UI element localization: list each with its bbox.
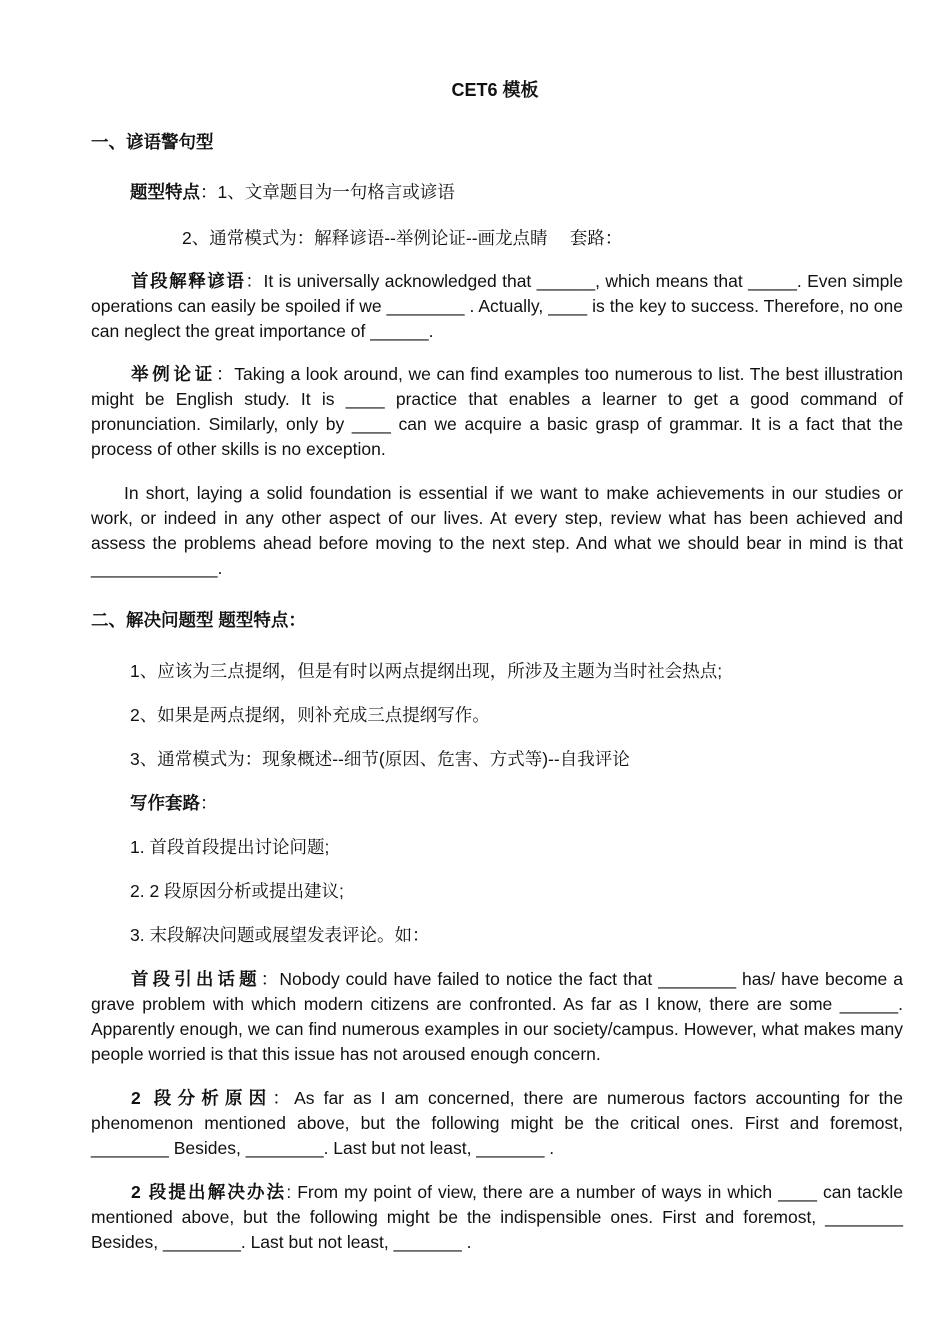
writing-method-line	[130, 791, 218, 815]
feature-line-2: 2、通常模式为：解释谚语--举例论证--画龙点睛 套路：	[182, 228, 623, 248]
paragraph-analyze-causes	[91, 1086, 903, 1161]
list-item: 1. 首段首段提出讨论问题;	[130, 837, 330, 857]
list-item: 2、如果是两点提纲，则补充成三点提纲写作。	[130, 705, 490, 725]
list-item: 3、通常模式为：现象概述--细节(原因、危害、方式等)--自我评论	[130, 749, 630, 769]
list-item: 1、应该为三点提纲，但是有时以两点提纲出现，所涉及主题为当时社会热点;	[130, 661, 723, 681]
section-heading-proverb: 一、谚语警句型	[91, 132, 214, 152]
paragraph-explain-proverb	[91, 269, 903, 344]
paragraph-text: ：As far as I am concerned, there are numerous factors accounting for the phenomenon mentioned above, but the following might be the critical ones. First and foremost, ________ Besides, ________. Last but not least, _______ .	[91, 1088, 903, 1158]
feature-line-1	[130, 180, 455, 204]
paragraph-lead: 2 段提出解决办法	[131, 1182, 287, 1202]
paragraph-examples	[91, 362, 903, 462]
section-heading-problem-solving: 二、解决问题型 题型特点：	[91, 610, 306, 630]
paragraph-conclusion: In short, laying a solid foundation is essential if we want to make achievements in our studies or work, or indeed in any other aspect of our lives. At every step, review what has been achieved and assess the problems ahead before moving to the next step. And what we should bear in mind is that _____________.	[91, 483, 903, 578]
list-item: 3. 末段解决问题或展望发表评论。如：	[130, 925, 430, 945]
paragraph-lead: 首段引出话题	[131, 969, 261, 989]
paragraph-lead: 2 段分析原因	[131, 1088, 273, 1108]
paragraph-text: : From my point of view, there are a number of ways in which ____ can tackle mentioned above, but the following might be the indispensible ones. First and foremost, ________ Besides, ________. Last but not least, _______ .	[91, 1182, 903, 1252]
paragraph-intro-topic	[91, 967, 903, 1067]
paragraph-text: ：It is universally acknowledged that ______, which means that _____. Even simple operations can easily be spoiled if we ________ . Actually, ____ is the key to success. Therefore, no one can neglect the great importance of ______.	[91, 271, 903, 341]
list-item: 2. 2 段原因分析或提出建议;	[130, 881, 344, 901]
paragraph-solutions	[91, 1180, 903, 1255]
writing-method-colon: ：	[200, 793, 218, 813]
page-title: CET6 模板	[451, 80, 539, 100]
paragraph-lead: 首段解释谚语	[131, 271, 246, 291]
paragraph-lead: 举例论证	[131, 364, 217, 384]
paragraph-text: ：Taking a look around, we can find examples too numerous to list. The best illustration might be English study. It is ____ practice that enables a learner to get a good command of pronunciation. Similarly, only by ____ can we acquire a basic grasp of grammar. It is a fact that the process of other skills is no exception.	[91, 364, 904, 459]
feature-label: 题型特点	[130, 182, 200, 202]
writing-method-label: 写作套路	[130, 793, 200, 813]
feature-text-1: ：1、文章题目为一句格言或谚语	[200, 182, 455, 202]
paragraph-text: ：Nobody could have failed to notice the fact that ________ has/ have become a grave problem with which modern citizens are confronted. As far as I know, there are some ______. Apparently enough, we can find numerous examples in our society/campus. However, what makes many people worried is that this issue has not aroused enough concern.	[91, 969, 904, 1064]
